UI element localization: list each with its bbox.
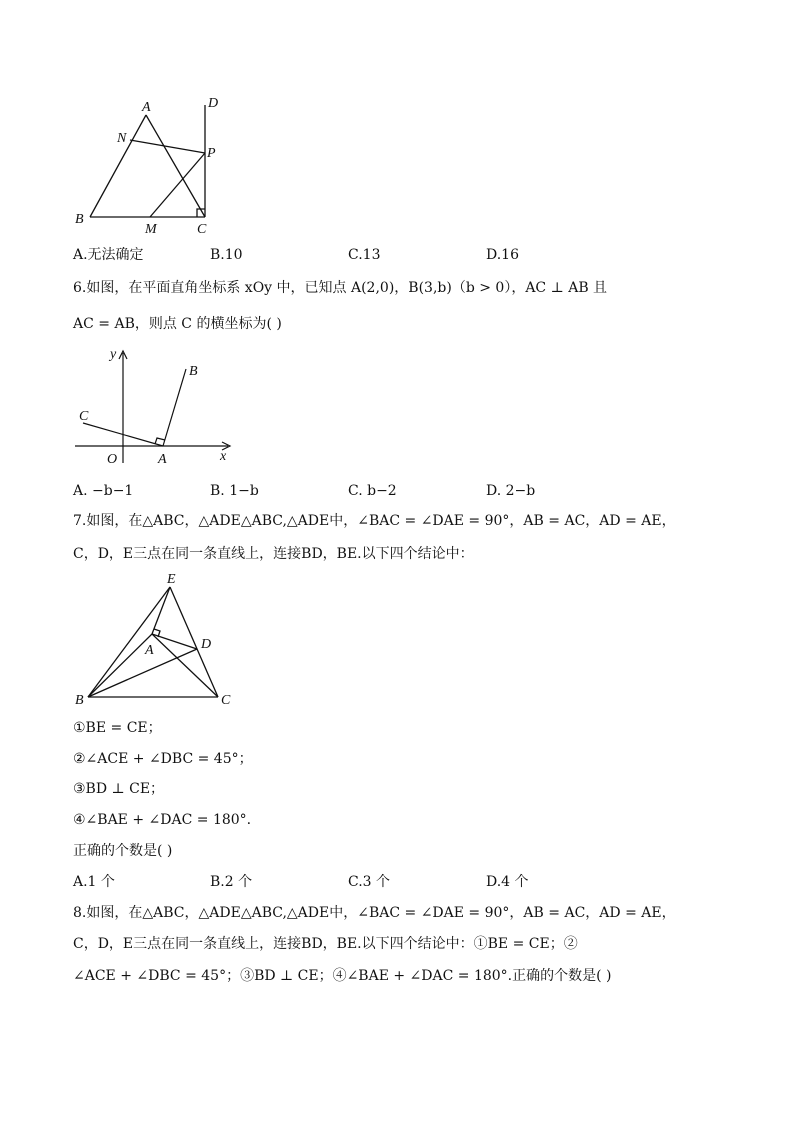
q8-stem-line3: ∠ACE + ∠DBC = 45°；③BD ⊥ CE；④∠BAE + ∠DAC = 180°.正确的个数是( )	[73, 968, 612, 984]
q6-option-a[interactable]: A. −b−1	[73, 483, 134, 499]
label-B: B	[189, 364, 198, 379]
segment-AC	[146, 115, 205, 217]
label-E: E	[167, 572, 176, 587]
q6-option-b[interactable]: B. 1−b	[210, 483, 259, 499]
q7-conclusion-1: ①BE = CE；	[73, 720, 162, 736]
q7-conclusion-4: ④∠BAE + ∠DAC = 180°.	[73, 812, 252, 828]
q7-option-c[interactable]: C.3 个	[348, 874, 391, 890]
q5-option-b[interactable]: B.10	[210, 247, 243, 263]
label-O: O	[107, 452, 118, 467]
q7-option-a[interactable]: A.1 个	[73, 874, 115, 890]
q6-figure	[70, 345, 240, 470]
q7-conclusion-2: ②∠ACE + ∠DBC = 45°；	[73, 751, 253, 767]
q7-stem-line2: C，D，E三点在同一条直线上，连接BD，BE.以下四个结论中：	[73, 546, 474, 562]
q5-option-d[interactable]: D.16	[486, 247, 519, 263]
q5-option-a[interactable]: A.无法确定	[73, 247, 144, 263]
label-D: D	[201, 637, 212, 652]
q6-stem-line1: 6.如图，在平面直角坐标系 xOy 中，已知点 A(2,0)，B(3,b)（b > 0），AC ⊥ AB 且	[73, 280, 608, 296]
segment-MP	[150, 153, 205, 217]
q7-figure	[70, 570, 245, 710]
label-M: M	[145, 222, 157, 237]
q7-option-b[interactable]: B.2 个	[210, 874, 253, 890]
q6-stem-line2: AC = AB，则点 C 的横坐标为( )	[73, 316, 282, 332]
label-A: A	[142, 100, 151, 115]
q7-conclusion-3: ③BD ⊥ CE；	[73, 781, 165, 797]
label-P: P	[207, 146, 216, 161]
q8-stem-line1: 8.如图，在△ABC，△ADE△ABC,△ADE中，∠BAC = ∠DAE = 90°，AB = AC，AD = AE，	[73, 905, 676, 921]
segment-BD	[88, 649, 197, 697]
q7-question: 正确的个数是( )	[73, 843, 173, 859]
label-D: D	[208, 96, 219, 111]
label-A: A	[145, 643, 154, 658]
label-B: B	[75, 212, 84, 227]
segment-AB	[163, 369, 186, 446]
label-B: B	[75, 693, 84, 708]
q5-option-c[interactable]: C.13	[348, 247, 381, 263]
label-C: C	[197, 222, 207, 237]
segment-BE	[88, 587, 170, 697]
segment-BA	[88, 634, 152, 697]
label-C: C	[79, 409, 89, 424]
label-x: x	[220, 449, 227, 464]
q6-diagram	[70, 345, 240, 470]
segment-AE	[152, 587, 170, 634]
q7-diagram	[70, 570, 245, 710]
label-A: A	[158, 452, 167, 467]
q5-diagram	[70, 95, 230, 245]
q5-figure	[70, 95, 230, 245]
q7-option-d[interactable]: D.4 个	[486, 874, 529, 890]
label-y: y	[110, 347, 117, 362]
q8-stem-line2: C，D，E三点在同一条直线上，连接BD，BE.以下四个结论中：①BE = CE；②	[73, 936, 578, 952]
label-C: C	[221, 693, 231, 708]
label-N: N	[117, 131, 127, 146]
q6-option-c[interactable]: C. b−2	[348, 483, 397, 499]
q6-option-d[interactable]: D. 2−b	[486, 483, 536, 499]
q7-stem-line1: 7.如图，在△ABC，△ADE△ABC,△ADE中，∠BAC = ∠DAE = 90°，AB = AC，AD = AE，	[73, 513, 676, 529]
